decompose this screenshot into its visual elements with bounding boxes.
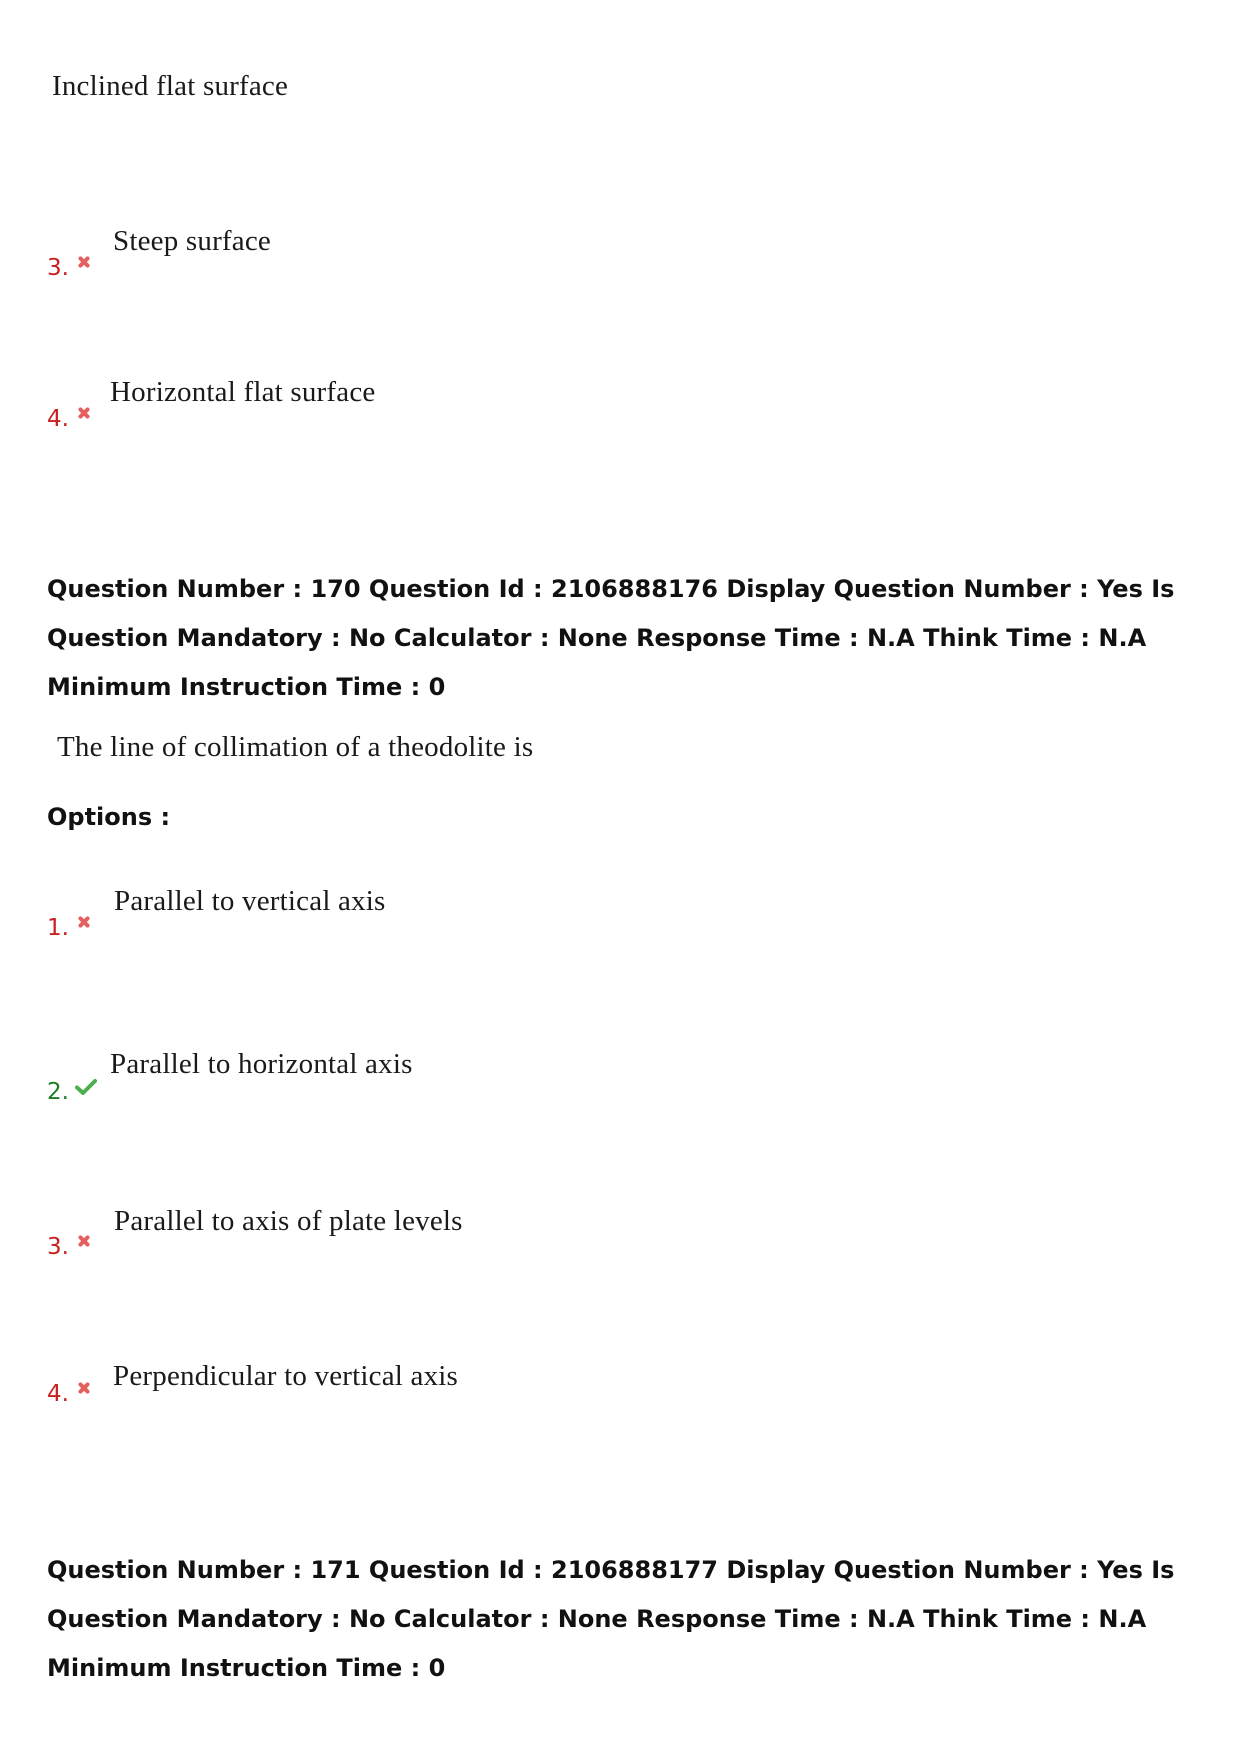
q170-option-2-text: Parallel to horizontal axis xyxy=(110,1048,413,1080)
question-170-text: The line of collimation of a theodolite is xyxy=(57,731,534,763)
check-icon xyxy=(75,1078,97,1096)
cross-icon xyxy=(77,255,91,269)
cross-icon xyxy=(77,1381,91,1395)
q170-option-3-text: Parallel to axis of plate levels xyxy=(114,1205,463,1237)
question-170-meta: Question Number : 170 Question Id : 2106888176 Display Question Number : Yes Is Question Mandatory : No Calculator : None Response Time : N.A Think Time : N.A Minimum Instruction Time : 0 xyxy=(47,575,1175,701)
prev-option-2-text: Inclined flat surface xyxy=(52,70,289,102)
q170-option-2 xyxy=(47,1078,97,1105)
option-number: 3. xyxy=(47,1234,69,1260)
option-number: 4. xyxy=(47,406,69,432)
prev-option-4-text: Horizontal flat surface xyxy=(110,376,376,408)
option-number: 1. xyxy=(47,915,69,941)
q170-option-3 xyxy=(47,1234,91,1260)
prev-option-4 xyxy=(47,406,91,432)
option-number: 2. xyxy=(47,1079,69,1105)
q170-option-1 xyxy=(47,915,91,941)
q170-option-4 xyxy=(47,1381,91,1407)
question-171-meta: Question Number : 171 Question Id : 2106888177 Display Question Number : Yes Is Question Mandatory : No Calculator : None Response Time : N.A Think Time : N.A Minimum Instruction Time : 0 xyxy=(47,1556,1175,1682)
q170-option-1-text: Parallel to vertical axis xyxy=(114,885,386,917)
cross-icon xyxy=(77,915,91,929)
option-number: 3. xyxy=(47,255,69,281)
cross-icon xyxy=(77,1234,91,1248)
prev-option-3 xyxy=(47,255,91,281)
prev-option-3-text: Steep surface xyxy=(113,225,271,257)
cross-icon xyxy=(77,406,91,420)
q170-option-4-text: Perpendicular to vertical axis xyxy=(113,1360,459,1392)
options-label: Options : xyxy=(47,803,171,831)
option-number: 4. xyxy=(47,1381,69,1407)
